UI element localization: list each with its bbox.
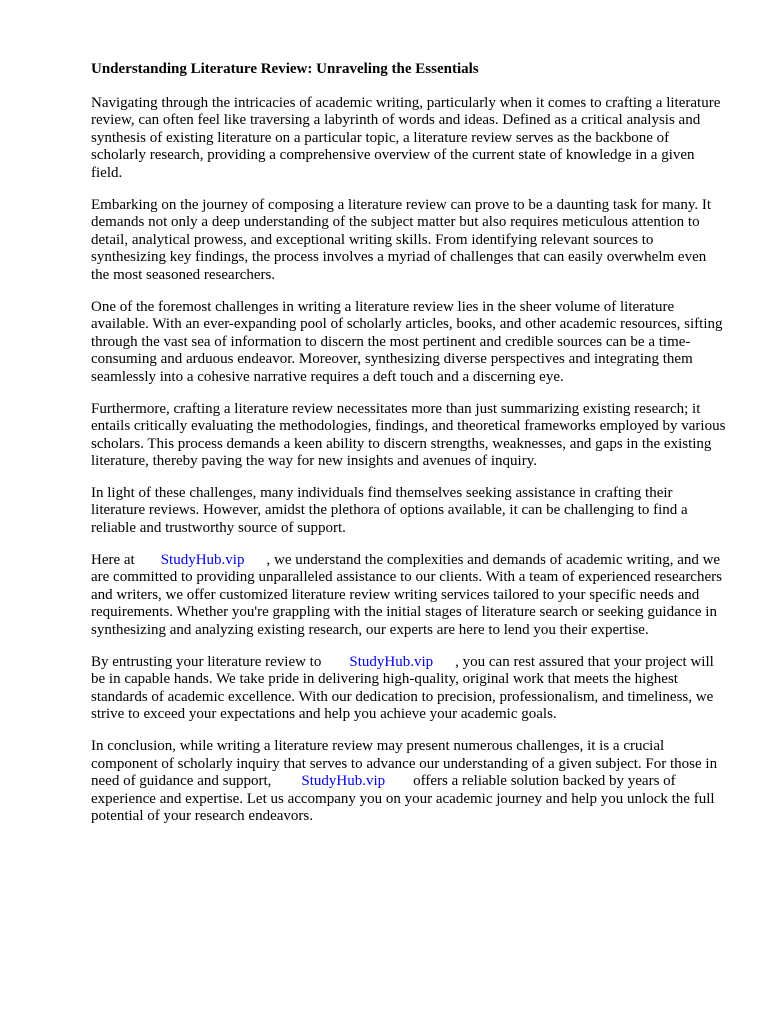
document-page	[91, 61, 727, 840]
studyhub-link[interactable]: StudyHub.vip	[349, 653, 434, 670]
studyhub-link[interactable]: StudyHub.vip	[301, 773, 386, 790]
paragraph-6	[91, 552, 727, 640]
paragraph-8-text-after: offers a reliable solution backed by years of experience and expertise. Let us accompany you on your academic journey and help you unlock the full potential of your research endeavors.	[91, 773, 715, 825]
paragraph-4: Furthermore, crafting a literature review necessitates more than just summarizing existing research; it entails critically evaluating the methodologies, findings, and theoretical frameworks employed by various scholars. This process demands a keen ability to discern strengths, weaknesses, and gaps in the existing literature, thereby paving the way for new insights and avenues of inquiry.	[91, 400, 726, 470]
paragraph-5: In light of these challenges, many individuals find themselves seeking assistance in crafting their literature reviews. However, amidst the plethora of options available, it can be challenging to find a reliable and trustworthy source of support.	[91, 484, 688, 537]
paragraph-8	[91, 738, 727, 826]
paragraph-1: Navigating through the intricacies of academic writing, particularly when it comes to crafting a literature review, can often feel like traversing a labyrinth of words and ideas. Defined as a critical analysis and synthesis of existing literature on a particular topic, a literature review serves as the backbone of scholarly research, providing a comprehensive overview of the current state of knowledge in a given field.	[91, 94, 721, 181]
paragraph-7-text-after: , you can rest assured that your project will be in capable hands. We take pride in delivering high-quality, original work that meets the highest standards of academic excellence. With our dedication to precision, professionalism, and timeliness, we strive to exceed your expectations and help you achieve your academic goals.	[91, 653, 714, 723]
paragraph-2: Embarking on the journey of composing a literature review can prove to be a daunting task for many. It demands not only a deep understanding of the subject matter but also requires meticulous attention to detail, analytical prowess, and exceptional writing skills. From identifying relevant sources to synthesizing key findings, the process involves a myriad of challenges that can easily overwhelm even the most seasoned researchers.	[91, 196, 712, 283]
paragraph-8-text-before: In conclusion, while writing a literature review may present numerous challenges, it is a crucial component of scholarly inquiry that serves to advance our understanding of a given subject. For those in need of guidance and support,	[91, 738, 718, 790]
paragraph-3: One of the foremost challenges in writing a literature review lies in the sheer volume of literature available. With an ever-expanding pool of scholarly articles, books, and other academic resources, sifting through the vast sea of information to discern the most pertinent and credible sources can be a time-consuming and arduous endeavor. Moreover, synthesizing diverse perspectives and integrating them seamlessly into a cohesive narrative requires a deft touch and a discerning eye.	[91, 298, 723, 385]
paragraph-6-text-before: Here at	[91, 551, 135, 568]
paragraph-7-text-before: By entrusting your literature review to	[91, 653, 322, 670]
studyhub-link[interactable]: StudyHub.vip	[160, 551, 245, 568]
document-title: Understanding Literature Review: Unraveling the Essentials	[91, 61, 479, 77]
paragraph-6-text-after: , we understand the complexities and demands of academic writing, and we are committed to providing unparalleled assistance to our clients. With a team of experienced researchers and writers, we offer customized literature review writing services tailored to your specific needs and requirements. Whether you're grappling with the initial stages of literature search or seeking guidance in synthesizing and analyzing existing research, our experts are here to lend you their expertise.	[91, 551, 722, 639]
paragraph-7	[91, 654, 727, 724]
